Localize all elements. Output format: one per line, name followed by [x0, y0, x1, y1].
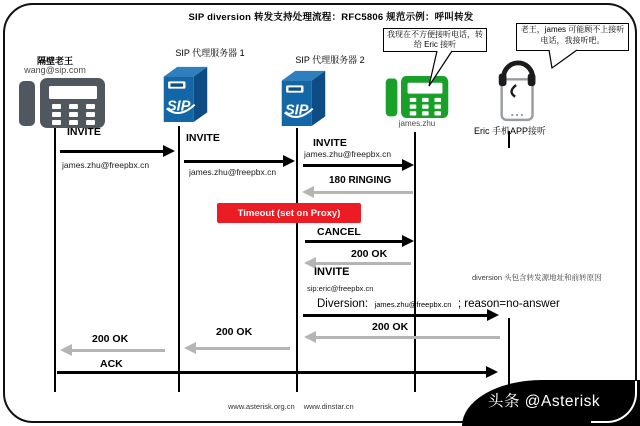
diversion-annotation: diversion 头包含转发源地址和前转原因: [472, 273, 602, 282]
msg-ok-eric-label: 200 OK: [372, 321, 409, 333]
lifeline-eric: [508, 318, 510, 392]
diversion-header-line: [317, 294, 560, 312]
msg-ok-proxy2-arrow: [195, 347, 290, 350]
speech-bubble-james: 我现在不方便接听电话，转给 Eric 接听: [383, 28, 487, 52]
lifeline-proxy2: [296, 128, 298, 392]
website-asterisk: www.asterisk.org.cn: [228, 402, 295, 411]
msg-ok-proxy1-arrow: [71, 349, 165, 352]
diversion-reason: ; reason=no-answer: [457, 298, 560, 310]
actor-wang-address: wang@sip.com: [24, 65, 86, 75]
msg-invite2-detail: james.zhu@freepbx.cn: [189, 167, 277, 177]
msg-invite2-label: INVITE: [186, 132, 220, 144]
sip-server-icon-proxy2: [274, 68, 332, 128]
lifeline-proxy1: [178, 126, 180, 392]
msg-ok-proxy1-label: 200 OK: [92, 333, 129, 345]
actor-eric-label: Eric 手机APP接听: [473, 126, 546, 136]
msg-cancel-arrow: [305, 240, 403, 243]
desk-phone-icon-wang: [18, 78, 106, 128]
diversion-label: Diversion:: [317, 298, 369, 310]
msg-ack-label: ACK: [100, 358, 123, 370]
watermark-badge: [462, 380, 640, 426]
footer-websites: [228, 402, 363, 411]
msg-ringing-arrow: [313, 191, 413, 194]
speech-bubble-eric: 老王，james 可能顾不上接听电话，我接听吧。: [516, 23, 629, 51]
phone-headset-icon-eric: [492, 54, 548, 122]
lifeline-james: [414, 132, 416, 392]
msg-ok-eric-arrow: [315, 336, 500, 339]
msg-invite3-label: INVITE: [313, 137, 347, 149]
sip-logo-text: SIP: [285, 102, 309, 119]
actor-james-label: james.zhu: [398, 119, 436, 128]
timeout-note: Timeout (set on Proxy): [217, 203, 361, 223]
msg-invite3-detail: james.zhu@freepbx.cn: [304, 149, 392, 159]
msg-ok-james-arrow: [315, 262, 411, 265]
actor-wang-name: 隔壁老王: [36, 56, 73, 66]
corner-arc-decoration: [591, 381, 637, 423]
website-dinstar: www.dinstar.cn: [303, 402, 354, 411]
msg-invite1-detail: james.zhu@freepbx.cn: [62, 160, 150, 170]
msg-ringing-label: 180 RINGING: [329, 175, 392, 186]
msg-ok-james-label: 200 OK: [351, 248, 388, 260]
msg-invite1-label: INVITE: [67, 126, 101, 138]
sip-server-icon-proxy1: [156, 64, 214, 124]
msg-invite3-arrow: [303, 164, 403, 167]
actor-proxy2-label: SIP 代理服务器 2: [295, 55, 365, 65]
msg-invite4-label: INVITE: [314, 266, 350, 278]
watermark-text: 头条 @Asterisk: [488, 393, 601, 410]
diversion-address: james.zhu@freepbx.cn: [374, 300, 452, 309]
diagram-title: SIP diversion 转发支持处理流程：RFC5806 规范示例：呼叫转发: [188, 12, 474, 23]
msg-invite4-detail: sip:eric@freepbx.cn: [307, 284, 374, 293]
msg-invite1-arrow: [60, 150, 164, 153]
lifeline-wang: [54, 126, 56, 392]
msg-ok-proxy2-label: 200 OK: [216, 326, 253, 338]
msg-cancel-label: CANCEL: [317, 226, 361, 238]
msg-invite4-arrow: [303, 314, 488, 317]
sip-logo-text: SIP: [167, 98, 191, 115]
actor-proxy1-label: SIP 代理服务器 1: [175, 48, 245, 58]
msg-invite2-arrow: [184, 160, 284, 163]
desk-phone-icon-james: [385, 76, 449, 118]
msg-ack-arrow: [57, 371, 487, 374]
